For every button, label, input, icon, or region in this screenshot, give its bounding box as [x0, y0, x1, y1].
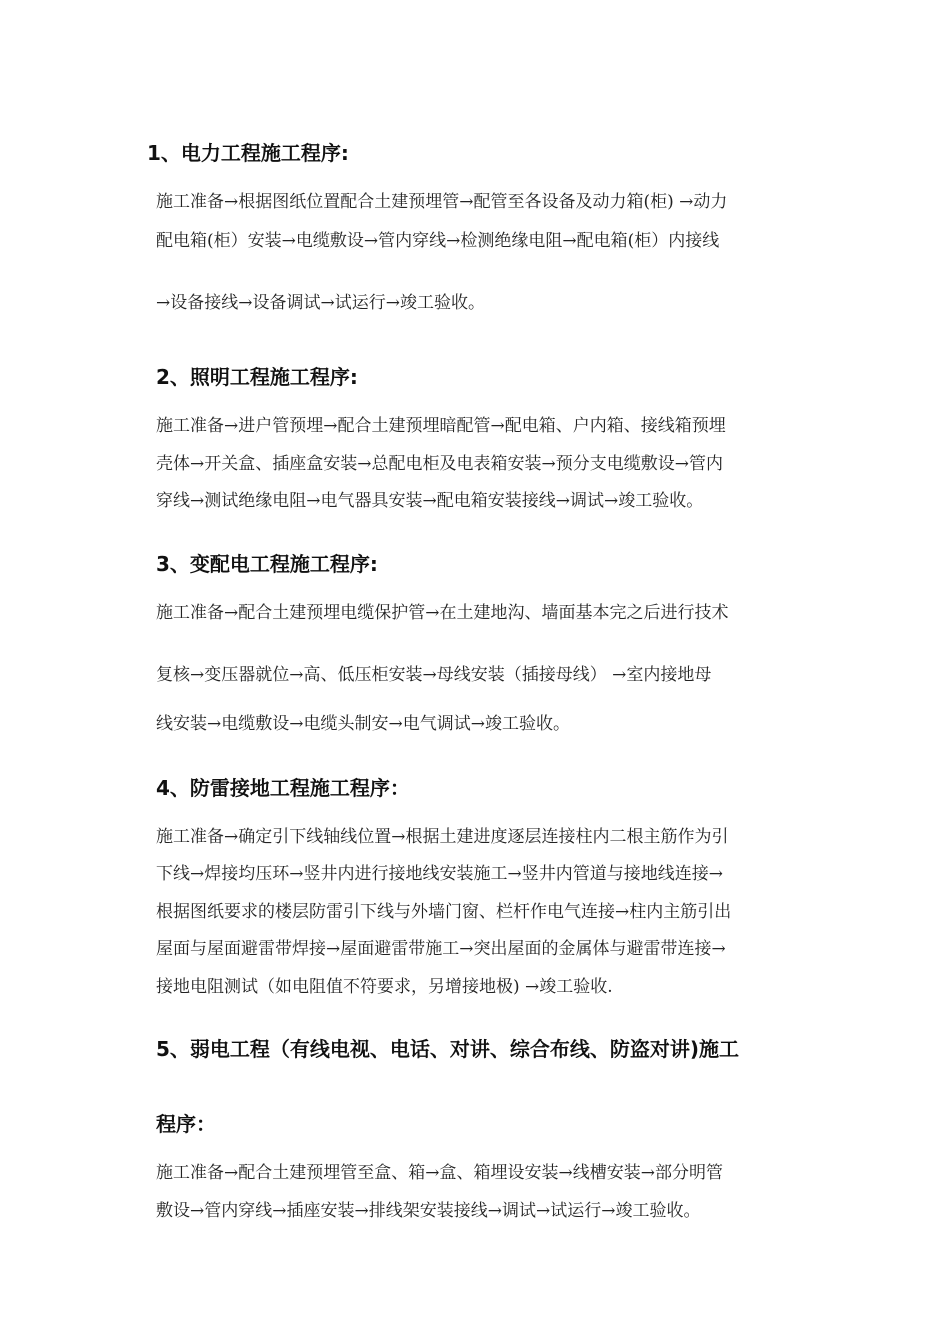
section-4-heading: 4、防雷接地工程施工程序：	[156, 776, 410, 800]
section-1-line-1: 施工准备→根据图纸位置配合土建预埋管→配管至各设备及动力箱(柜) →动力	[156, 192, 728, 212]
section-2-line-2: 壳体→开关盒、插座盒安装→总配电柜及电表箱安装→预分支电缆敷设→管内	[156, 454, 723, 474]
section-5-heading: 5、弱电工程（有线电视、电话、对讲、综合布线、防盗对讲)施工	[156, 1037, 740, 1061]
section-4-line-1: 施工准备→确定引下线轴线位置→根据土建进度逐层连接柱内二根主筋作为引	[156, 827, 729, 847]
section-3-line-2: 复核→变压器就位→高、低压柜安装→母线安装（插接母线） →室内接地母	[156, 665, 712, 685]
section-5-heading-continued: 程序：	[156, 1112, 216, 1136]
section-1-line-3: →设备接线→设备调试→试运行→竣工验收。	[156, 293, 485, 313]
section-5-line-1: 施工准备→配合土建预埋管至盒、箱→盒、箱埋设安装→线槽安装→部分明管	[156, 1163, 723, 1183]
section-4-line-2: 下线→焊接均压环→竖井内进行接地线安装施工→竖井内管道与接地线连接→	[156, 864, 723, 884]
section-2-line-1: 施工准备→进户管预埋→配合土建预埋暗配管→配电箱、户内箱、接线箱预埋	[156, 416, 726, 436]
section-3-heading: 3、变配电工程施工程序:	[156, 552, 378, 576]
section-1-line-2: 配电箱(柜）安装→电缆敷设→管内穿线→检测绝缘电阻→配电箱(柜）内接线	[156, 231, 720, 251]
section-2-line-3: 穿线→测试绝缘电阻→电气器具安装→配电箱安装接线→调试→竣工验收。	[156, 491, 704, 511]
section-4-line-4: 屋面与屋面避雷带焊接→屋面避雷带施工→突出屋面的金属体与避雷带连接→	[156, 939, 726, 959]
section-4-line-3: 根据图纸要求的楼层防雷引下线与外墙门窗、栏杆作电气连接→柱内主筋引出	[156, 902, 732, 922]
section-1-heading: 1、电力工程施工程序:	[147, 141, 349, 165]
section-4-line-5: 接地电阻测试（如电阻值不符要求，另增接地极) →竣工验收.	[156, 977, 613, 997]
section-3-line-3: 线安装→电缆敷设→电缆头制安→电气调试→竣工验收。	[156, 714, 570, 734]
section-5-line-2: 敷设→管内穿线→插座安装→排线架安装接线→调试→试运行→竣工验收。	[156, 1201, 701, 1221]
section-2-heading: 2、照明工程施工程序:	[156, 365, 358, 389]
section-3-line-1: 施工准备→配合土建预埋电缆保护管→在土建地沟、墙面基本完之后进行技术	[156, 603, 729, 623]
